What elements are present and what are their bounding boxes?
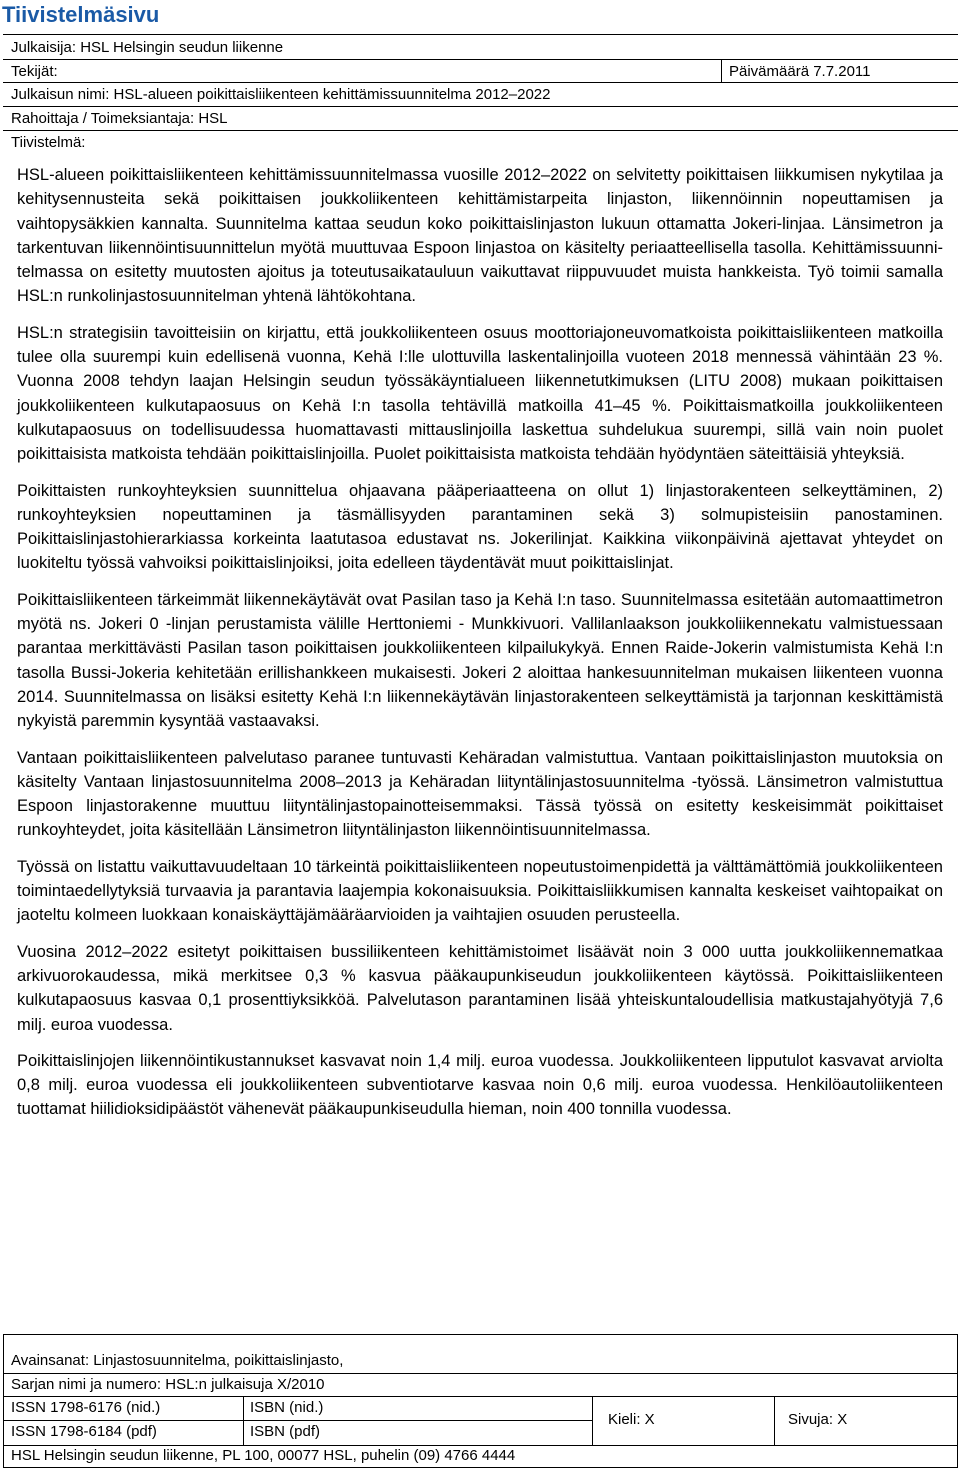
abstract-paragraph: Työssä on listattu vaikuttavuudeltaan 10 tärkeintä poikittaisliikenteen nopeutustoimenpidettä ja välttämättömiä joukkoliikenteen toimintaedellytyksiä turvaavia ja parantavia laajempia kokonaisuuksia. Poikittaisliikkumisen kannalta keskeiset vaihtopaikat on jaoteltu kolmeen luokkaan konaiskäyttäjämääräarvioiden ja vaihtajien osuuden perusteella. — [17, 857, 943, 925]
divider — [3, 106, 958, 107]
divider — [721, 59, 722, 82]
contact-field: HSL Helsingin seudun liikenne, PL 100, 00077 HSL, puhelin (09) 4766 4444 — [11, 1447, 516, 1464]
footer-table — [3, 1334, 958, 1468]
divider — [3, 34, 958, 35]
pages-field: Sivuja: X — [788, 1411, 848, 1428]
issn-print-field: ISSN 1798-6176 (nid.) — [11, 1399, 161, 1416]
language-field: Kieli: X — [608, 1411, 655, 1428]
isbn-pdf-field: ISBN (pdf) — [250, 1423, 321, 1440]
divider — [774, 1396, 775, 1445]
keywords-field: Avainsanat: Linjastosuunnitelma, poikittaislinjasto, — [11, 1352, 344, 1369]
publication-name-field: Julkaisun nimi: HSL-alueen poikittaisliikenteen kehittämissuunnitelma 2012‒2022 — [11, 86, 551, 103]
divider — [4, 1396, 957, 1397]
page-title: Tiivistelmäsivu — [2, 2, 160, 27]
abstract-paragraph: Vantaan poikittaisliikenteen palvelutaso paranee tuntuvasti Kehäradan valmistuttua. Vantaan poikittaislinjaston muutoksia on käsitelty Vantaan linjastosuunnitelma 2008‒2013 ja Kehäradan liityntälinjastosuunnitelma -työssä. Länsimetron valmistuttua Espoon linjastorakenne muuttuu liityntälinjastopainotteisemmaksi. Tässä työssä on esitetty keskeisimmät poikittaiset runkoyhteydet, joita käsitellään Länsimetron liityntälinjaston liikennöintisuunnitelmassa. — [17, 748, 943, 840]
abstract-paragraph: HSL-alueen poikittaisliikenteen kehittämissuunnitelmassa vuosille 2012‒2022 on selvitetty poikittaisen liikkumisen nykytilaa ja kehitysennusteita sekä poikittaisen joukkoliikenteen kehittämistarpeita linjaston, liikennöinnin nopeuttamisen ja vaihtopysäkkien kannalta. Suunnitelma kattaa seudun koko poikittaislinjaston lukuun ottamatta Jokeri-linjaa. Länsimetron ja tarkentuvan liikennöintisuunnittelun myötä muuttuvaa Espoon linjastoa on käsitelty periaatteellisella tasolla. Kehittämissuunnitelmassa on esitetty muutosten ajoitus ja toteutusaikatauluun vaikuttavat riippuvuudet muista hankkeista. Työ toimii samalla HSL:n runkolinjastosuunnitelman yhtenä lähtökohtana. — [17, 166, 943, 306]
abstract-paragraph: HSL:n strategisiin tavoitteisiin on kirjattu, että joukkoliikenteen osuus moottoriajoneuvomatkoista poikittaisliikenteen matkoilla tulee olla suurempi kuin edellisenä vuonna, Kehä I:lle ulottuvilla laskentalinjoilla vuoteen 2018 mennessä vähintään 23 %. Vuonna 2008 tehdyn laajan Helsingin seudun työssäkäyntialueen liikennetutkimuksen (LITU 2008) mukaan poikittaisen joukkoliikenteen kulkutapaosuus on Kehä I:n tasolla tehtävillä matkoilla 41‒45 %. Poikittaismatkoilla joukkoliikenteen kulkutapaosuus on todellisuudessa huomattavasti mittauslinjoilla laskettua suhdelukua suurempi, sillä vain noin puolet poikittaisista matkoista tehdään poikittaislinjoilla. Puolet poikittaisista matkoista tehdään hyödyntäen säteittäisiä yhteyksiä. — [17, 323, 943, 464]
isbn-print-field: ISBN (nid.) — [250, 1399, 324, 1416]
divider — [3, 130, 958, 131]
abstract-paragraph: Poikittaisten runkoyhteyksien suunnittelua ohjaavana pääperiaatteena on ollut 1) linjastorakenteen selkeyttäminen, 2) runkoyhteyksien nopeuttaminen ja täsmällisyyden parantaminen sekä 3) solmupisteisiin panostaminen. Poikittaislinjastohierarkiassa korkeinta laatutasoa edustavat ns. Jokerilinjat. Kaikkina viikonpäivinä ajettavat yhteydet on luokiteltu työssä vahvoiksi poikittaislinjoiksi, joita edelleen täydentävät muut poikittaislinjat. — [17, 481, 943, 573]
date-field: Päivämäärä 7.7.2011 — [729, 63, 871, 80]
divider — [4, 1373, 957, 1374]
series-field: Sarjan nimi ja numero: HSL:n julkaisuja X/2010 — [11, 1376, 325, 1393]
divider — [592, 1396, 593, 1445]
publisher-field: Julkaisija: HSL Helsingin seudun liikenne — [11, 39, 284, 56]
divider — [3, 59, 958, 60]
abstract-body — [17, 163, 943, 1134]
issn-pdf-field: ISSN 1798-6184 (pdf) — [11, 1423, 157, 1440]
abstract-paragraph: Vuosina 2012‒2022 esitetyt poikittaisen bussiliikenteen kehittämistoimet lisäävät noin 3 000 uutta joukkoliikennematkaa arkivuorokaudessa, mikä merkitsee 0,3 % kasvua pääkaupunkiseudun joukkoliikenteen käytössä. Poikittaisliikenteen kulkutapaosuus kasvaa 0,1 prosenttiyksikköä. Palvelutason parantaminen lisää yhteiskuntaloudellisia matkustajahyötyjä 7,6 milj. euroa vuodessa. — [17, 942, 943, 1034]
abstract-paragraph: Poikittaislinjojen liikennöintikustannukset kasvavat noin 1,4 milj. euroa vuodessa. Joukkoliikenteen lipputulot kasvavat arviolta 0,8 milj. euroa vuodessa eli joukkoliikenteen subventiotarve kasvaa noin 0,6 milj. euroa vuodessa. Henkilöautoliikenteen tuottamat hiilidioksidipäästöt vähenevät pääkaupunkiseudulla hieman, noin 400 tonnilla vuodessa. — [17, 1051, 943, 1119]
abstract-label: Tiivistelmä: — [11, 134, 86, 151]
divider — [4, 1420, 592, 1421]
authors-field: Tekijät: — [11, 63, 58, 80]
abstract-paragraph: Poikittaisliikenteen tärkeimmät liikennekäytävät ovat Pasilan taso ja Kehä I:n taso. Suunnitelmassa esitetään automaattimetron myötä ns. Jokeri 0 -linjan perustamista välille Herttoniemi - Munkkivuori. Vallilanlaakson joukkoliikennekatu valmistuessaan parantaa merkittävästi Pasilan tason poikittaisen joukkoliikenteen kilpailukykyä. Ennen Raide-Jokerin valmistumista Kehä I:n tasolla Bussi-Jokeria kehitetään erillishankkeen mukaisesti. Jokeri 2 aloittaa hankesuunnitelman mukaisen liikenteen vuonna 2014. Suunnitelmassa on lisäksi esitetty Kehä I:n liikennekäytävän linjastorakenteen selkeyttämistä ja tarjonnan keskittämistä nykyistä paremmin kysyntää vastaavaksi. — [17, 590, 943, 731]
funder-field: Rahoittaja / Toimeksiantaja: HSL — [11, 110, 228, 127]
divider — [3, 82, 958, 83]
